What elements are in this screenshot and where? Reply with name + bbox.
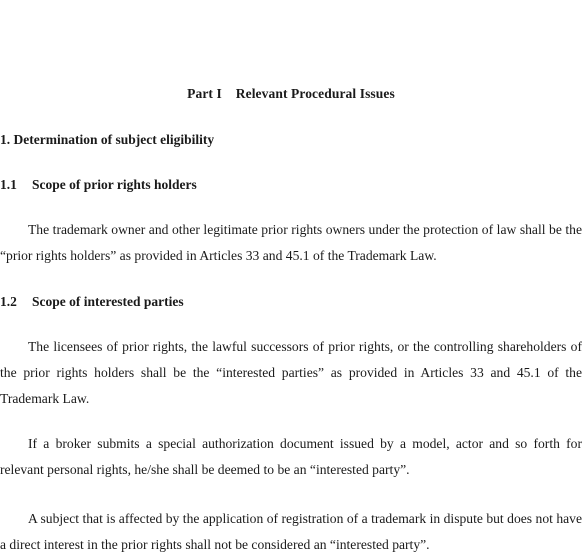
paragraph-non-interested-subject: A subject that is affected by the application of registration of a trademark in dispute but does not have a direct interest in the prior rights shall not be considered an “interested party”. bbox=[0, 511, 582, 552]
subsection-heading-1-1 bbox=[0, 177, 197, 193]
paragraph-interested-parties: The licensees of prior rights, the lawful successors of prior rights, or the controlling shareholders of the prior rights holders shall be the “interested parties” as provided in Articles 33 and 45.1 of the Trademark Law. bbox=[0, 339, 582, 406]
subsection-number: 1.1 bbox=[0, 177, 17, 192]
paragraph-prior-rights-holders: The trademark owner and other legitimate prior rights owners under the protection of law shall be the “prior rights holders” as provided in Articles 33 and 45.1 of the Trademark Law. bbox=[0, 222, 582, 263]
section-heading-determination-of-subject-eligibility: 1. Determination of subject eligibility bbox=[0, 132, 215, 147]
subsection-title: Scope of interested parties bbox=[32, 294, 184, 309]
paragraph-broker-authorization: If a broker submits a special authorization document issued by a model, actor and so forth for relevant personal rights, he/she shall be deemed to be an “interested party”. bbox=[0, 436, 582, 477]
subsection-number: 1.2 bbox=[0, 294, 17, 309]
part-title: Part I Relevant Procedural Issues bbox=[187, 86, 395, 101]
subsection-heading-1-2 bbox=[0, 294, 184, 310]
subsection-title: Scope of prior rights holders bbox=[32, 177, 197, 192]
